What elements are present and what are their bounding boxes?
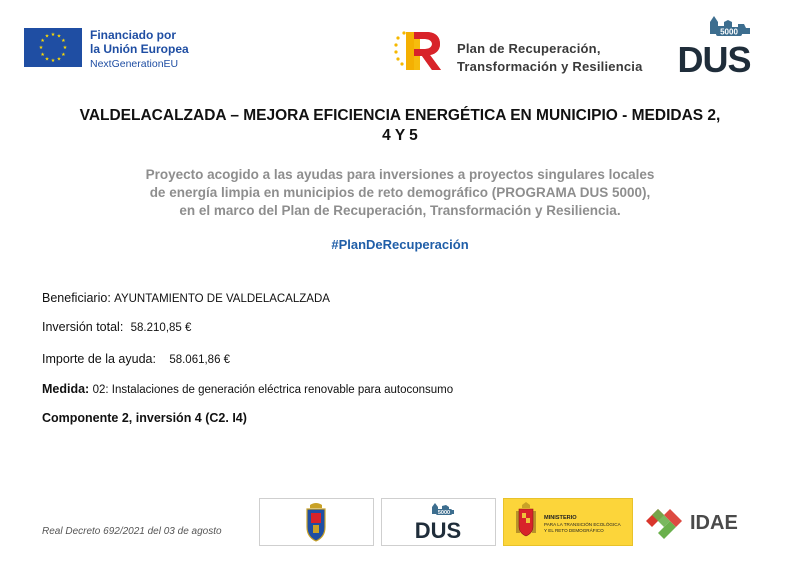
svg-text:★: ★ [61,52,66,58]
detail-componente [42,411,247,425]
svg-text:★: ★ [44,33,50,40]
eu-line-3: NextGenerationEU [90,58,179,70]
svg-text:★: ★ [40,52,45,58]
project-description [40,166,760,220]
svg-text:★: ★ [40,38,45,44]
prtr-line-2: Transformación y Resiliencia [457,59,643,74]
title-line-1: VALDELACALZADA – MEJORA EFICIENCIA ENERGÉTICA EN MUNICIPIO - MEDIDAS 2, [79,107,721,124]
ministerio-logo-box [503,498,633,546]
svg-text:★: ★ [56,33,62,40]
svg-text:★: ★ [56,56,62,63]
inversion-label: Inversión total: [42,320,124,334]
subtitle-line-1: Proyecto acogido a las ayudas para inversiones a proyectos singulares locales [145,167,655,182]
idae-text: IDAE [690,512,738,534]
idae-mark-icon [646,509,682,544]
componente-text: Componente 2, inversión 4 (C2. I4) [42,411,247,425]
importe-value: 58.061,86 € [169,354,231,366]
medida-label: Medida: [42,382,90,396]
detail-beneficiario [42,291,330,305]
idae-logo-box [640,498,776,544]
medida-value: 02: Instalaciones de generación eléctrica renovable para autoconsumo [92,384,454,396]
eu-line-2: la Unión Europea [90,42,189,56]
subtitle-line-2: de energía limpia en municipios de reto demográfico (PROGRAMA DUS 5000), [149,185,651,200]
detail-inversion [42,320,191,334]
eu-line-1: Financiado por [90,28,177,42]
hashtag: #PlanDeRecuperación [331,237,469,252]
importe-label: Importe de la ayuda: [42,352,156,366]
dus-small-number: 5000 [437,510,451,516]
eu-flag-icon [24,28,82,67]
prtr-line-1: Plan de Recuperación, [457,41,601,56]
beneficiario-label: Beneficiario: [42,291,111,305]
detail-medida [42,382,453,396]
idae-logo [640,498,776,544]
svg-text:★: ★ [50,58,56,64]
prtr-logo-icon [394,28,446,72]
dus-small-text: DUS [414,518,462,543]
dus-text: DUS [677,39,751,78]
decree-text: Real Decreto 692/2021 del 03 de agosto [42,526,222,537]
prtr-text [457,40,643,76]
dus-5000-logo [668,10,760,78]
dus-5000-small-logo [382,499,495,545]
dus-small-logo-box [381,498,496,546]
svg-text:★: ★ [50,32,56,38]
subtitle-line-3: en el marco del Plan de Recuperación, Transformación y Resiliencia. [179,203,621,218]
municipal-shield-box [259,498,374,546]
ministerio-line-1: MINISTERIO [544,515,577,521]
ministerio-line-3: Y EL RETO DEMOGRÁFICO [544,528,604,533]
title-line-2: 4 Y 5 [382,127,418,144]
page-title [30,106,770,146]
svg-text:★: ★ [62,45,68,51]
detail-importe [42,352,230,366]
dus-number: 5000 [720,27,738,37]
svg-text:★: ★ [38,45,44,51]
municipal-shield-icon [260,499,373,545]
eu-funding-text [90,28,189,71]
ministerio-line-2: PARA LA TRANSICIÓN ECOLÓGICA [544,522,621,527]
beneficiario-value: AYUNTAMIENTO DE VALDELACALZADA [114,293,330,305]
inversion-value: 58.210,85 € [130,322,192,334]
svg-text:★: ★ [44,56,50,63]
ministerio-logo [504,499,632,545]
svg-text:★: ★ [61,38,66,44]
